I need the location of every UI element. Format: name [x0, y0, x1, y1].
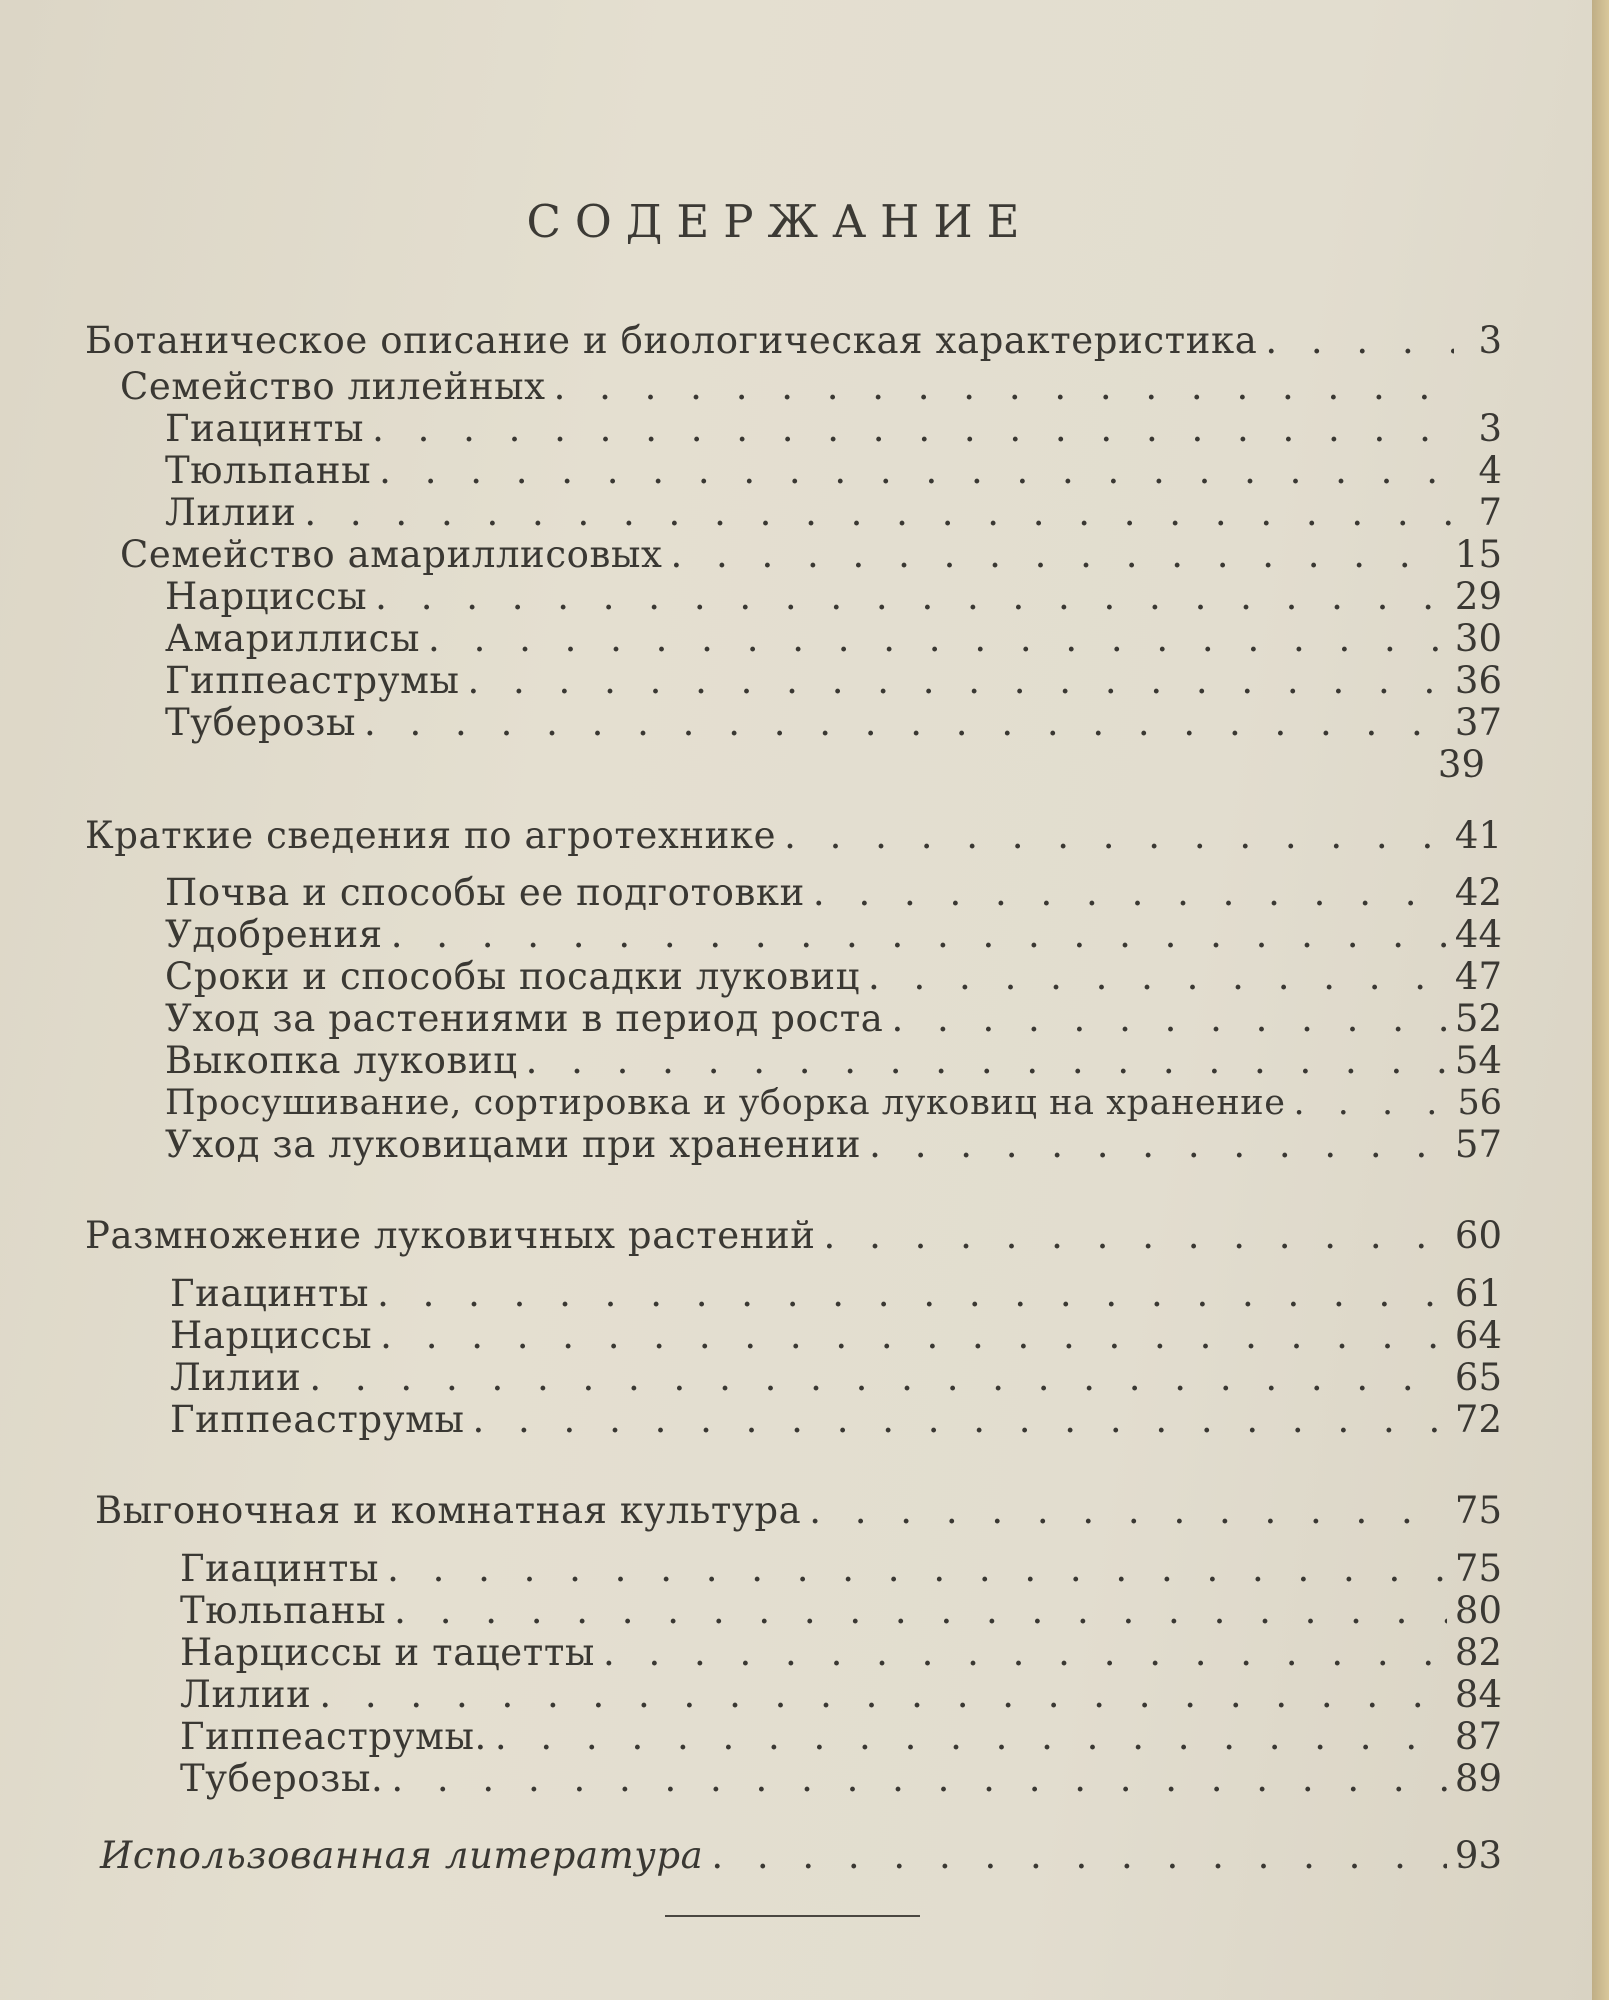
toc-page: 80 — [1454, 1589, 1502, 1632]
toc-item[interactable] — [165, 1040, 1502, 1082]
dot-leader — [379, 450, 1454, 492]
toc-item[interactable] — [180, 1632, 1502, 1674]
toc-page: 75 — [1454, 1547, 1502, 1590]
dot-leader — [824, 1215, 1447, 1257]
toc-page: 84 — [1454, 1673, 1502, 1716]
dot-leader — [304, 492, 1454, 534]
toc-page: 44 — [1454, 913, 1502, 956]
toc-item[interactable] — [165, 660, 1502, 702]
toc-label: Ботаническое описание и биологическая характеристика — [85, 319, 1258, 362]
dot-leader — [670, 534, 1446, 576]
dot-leader — [809, 1490, 1447, 1532]
toc-label: Тюльпаны — [165, 449, 372, 492]
dot-leader — [784, 815, 1447, 857]
dot-leader — [391, 1758, 1447, 1800]
toc-page: 64 — [1454, 1314, 1502, 1357]
toc-page: 93 — [1454, 1834, 1502, 1877]
toc-page: 82 — [1454, 1631, 1502, 1674]
toc-label: Сроки и способы посадки луковиц — [165, 955, 860, 998]
dot-leader — [387, 1548, 1447, 1590]
toc-item[interactable] — [165, 492, 1502, 534]
toc-page: 41 — [1454, 814, 1502, 857]
dot-leader — [1294, 1082, 1450, 1124]
dot-leader — [869, 1124, 1447, 1166]
toc-label: Удобрения — [165, 913, 383, 956]
toc-page: 47 — [1454, 955, 1502, 998]
toc-label: Семейство лилейных — [120, 365, 546, 408]
dot-leader — [554, 366, 1454, 408]
dot-leader — [468, 660, 1447, 702]
dot-leader — [375, 576, 1447, 618]
toc-page: 57 — [1454, 1123, 1502, 1166]
toc-section-bibliography[interactable] — [100, 1835, 1502, 1877]
toc-item[interactable] — [180, 1674, 1502, 1716]
toc-section-propagation[interactable] — [85, 1215, 1502, 1257]
toc-page: 60 — [1454, 1214, 1502, 1257]
toc-label: Нарциссы и тацетты — [180, 1631, 595, 1674]
toc-item[interactable] — [165, 702, 1502, 744]
toc-page: 42 — [1454, 871, 1502, 914]
dot-leader — [868, 956, 1447, 998]
toc-page: 29 — [1454, 575, 1502, 618]
toc-label: Туберозы. — [180, 1757, 384, 1800]
toc-item[interactable] — [165, 408, 1502, 450]
toc-item[interactable] — [170, 1399, 1502, 1441]
toc-label: Почва и способы ее подготовки — [165, 871, 805, 914]
dot-leader — [526, 1040, 1447, 1082]
dot-leader — [391, 914, 1447, 956]
toc-page: 75 — [1454, 1489, 1502, 1532]
dot-leader — [319, 1674, 1447, 1716]
page-title: СОДЕРЖАНИЕ — [526, 195, 1034, 248]
toc-item[interactable] — [165, 1082, 1502, 1124]
toc-label: Размножение луковичных растений — [85, 1214, 816, 1257]
toc-page: 52 — [1454, 997, 1502, 1040]
toc-item[interactable] — [165, 956, 1502, 998]
toc-page-trailing: 39 — [1437, 743, 1485, 786]
toc-label: Гиппеаструмы — [170, 1398, 465, 1441]
toc-label: Тюльпаны — [180, 1589, 387, 1632]
toc-item[interactable] — [180, 1548, 1502, 1590]
toc-item[interactable] — [180, 1758, 1502, 1800]
toc-page: 15 — [1454, 533, 1502, 576]
toc-item[interactable] — [165, 618, 1502, 660]
toc-page: 65 — [1454, 1356, 1502, 1399]
toc-page: 4 — [1478, 449, 1502, 492]
toc-label: Гиацинты — [165, 407, 365, 450]
dot-leader — [372, 408, 1454, 450]
toc-page: 87 — [1454, 1715, 1502, 1758]
toc-label: Гиацинты — [170, 1272, 370, 1315]
toc-item[interactable] — [165, 914, 1502, 956]
dot-leader — [428, 618, 1447, 660]
toc-page: 37 — [1454, 701, 1502, 744]
toc-section-forcing[interactable] — [95, 1490, 1502, 1532]
dot-leader — [380, 1315, 1447, 1357]
dot-leader — [1265, 320, 1454, 362]
toc-page: 54 — [1454, 1039, 1502, 1082]
toc-label: Семейство амариллисовых — [120, 533, 663, 576]
toc-page: 3 — [1478, 407, 1502, 450]
toc-page: 61 — [1454, 1272, 1502, 1315]
toc-page: 30 — [1454, 617, 1502, 660]
toc-label: Лилии — [170, 1356, 302, 1399]
dot-leader — [377, 1273, 1447, 1315]
toc-subsection-amaryllidaceae[interactable] — [120, 534, 1502, 576]
toc-section-botany[interactable] — [85, 320, 1502, 362]
toc-item[interactable] — [170, 1273, 1502, 1315]
toc-label: Гиппеаструмы — [165, 659, 460, 702]
toc-item[interactable] — [165, 450, 1502, 492]
toc-page: 72 — [1454, 1398, 1502, 1441]
toc-label: Уход за растениями в период роста — [165, 997, 884, 1040]
toc-item[interactable] — [180, 1590, 1502, 1632]
book-spine-edge — [1592, 0, 1609, 2000]
toc-label: Нарциссы — [165, 575, 368, 618]
toc-label: Гиппеаструмы. — [180, 1715, 487, 1758]
toc-subsection-liliaceae[interactable] — [120, 366, 1502, 408]
toc-label: Гиацинты — [180, 1547, 380, 1590]
dot-leader — [394, 1590, 1447, 1632]
toc-label: Нарциссы — [170, 1314, 373, 1357]
dot-leader — [473, 1399, 1447, 1441]
dot-leader — [364, 702, 1447, 744]
toc-item[interactable] — [165, 872, 1502, 914]
toc-label: Туберозы — [165, 701, 357, 744]
toc-item[interactable] — [170, 1357, 1502, 1399]
dot-leader — [309, 1357, 1447, 1399]
toc-label: Краткие сведения по агротехнике — [85, 814, 777, 857]
toc-label: Лилии — [165, 491, 297, 534]
toc-label: Уход за луковицами при хранении — [165, 1123, 862, 1166]
toc-label: Выгоночная и комнатная культура — [95, 1489, 802, 1532]
dot-leader — [711, 1835, 1447, 1877]
dot-leader — [495, 1716, 1447, 1758]
toc-item[interactable] — [170, 1315, 1502, 1357]
toc-item[interactable] — [165, 998, 1502, 1040]
toc-page: 89 — [1454, 1757, 1502, 1800]
toc-item[interactable] — [180, 1716, 1502, 1758]
toc-page: 3 — [1478, 319, 1502, 362]
dot-leader — [813, 872, 1447, 914]
dot-leader — [603, 1632, 1447, 1674]
closing-rule — [665, 1915, 920, 1917]
toc-label: Использованная литература — [100, 1834, 704, 1877]
toc-label: Лилии — [180, 1673, 312, 1716]
toc-item[interactable] — [165, 576, 1502, 618]
toc-section-agrotech[interactable] — [85, 815, 1502, 857]
toc-item[interactable] — [165, 1124, 1502, 1166]
toc-page: 56 — [1457, 1083, 1502, 1123]
toc-page: 7 — [1478, 491, 1502, 534]
toc-label: Просушивание, сортировка и уборка луковиц на хранение — [165, 1083, 1286, 1123]
dot-leader — [891, 998, 1446, 1040]
toc-label: Выкопка луковиц — [165, 1039, 518, 1082]
toc-label: Амариллисы — [165, 617, 421, 660]
toc-page: 36 — [1454, 659, 1502, 702]
